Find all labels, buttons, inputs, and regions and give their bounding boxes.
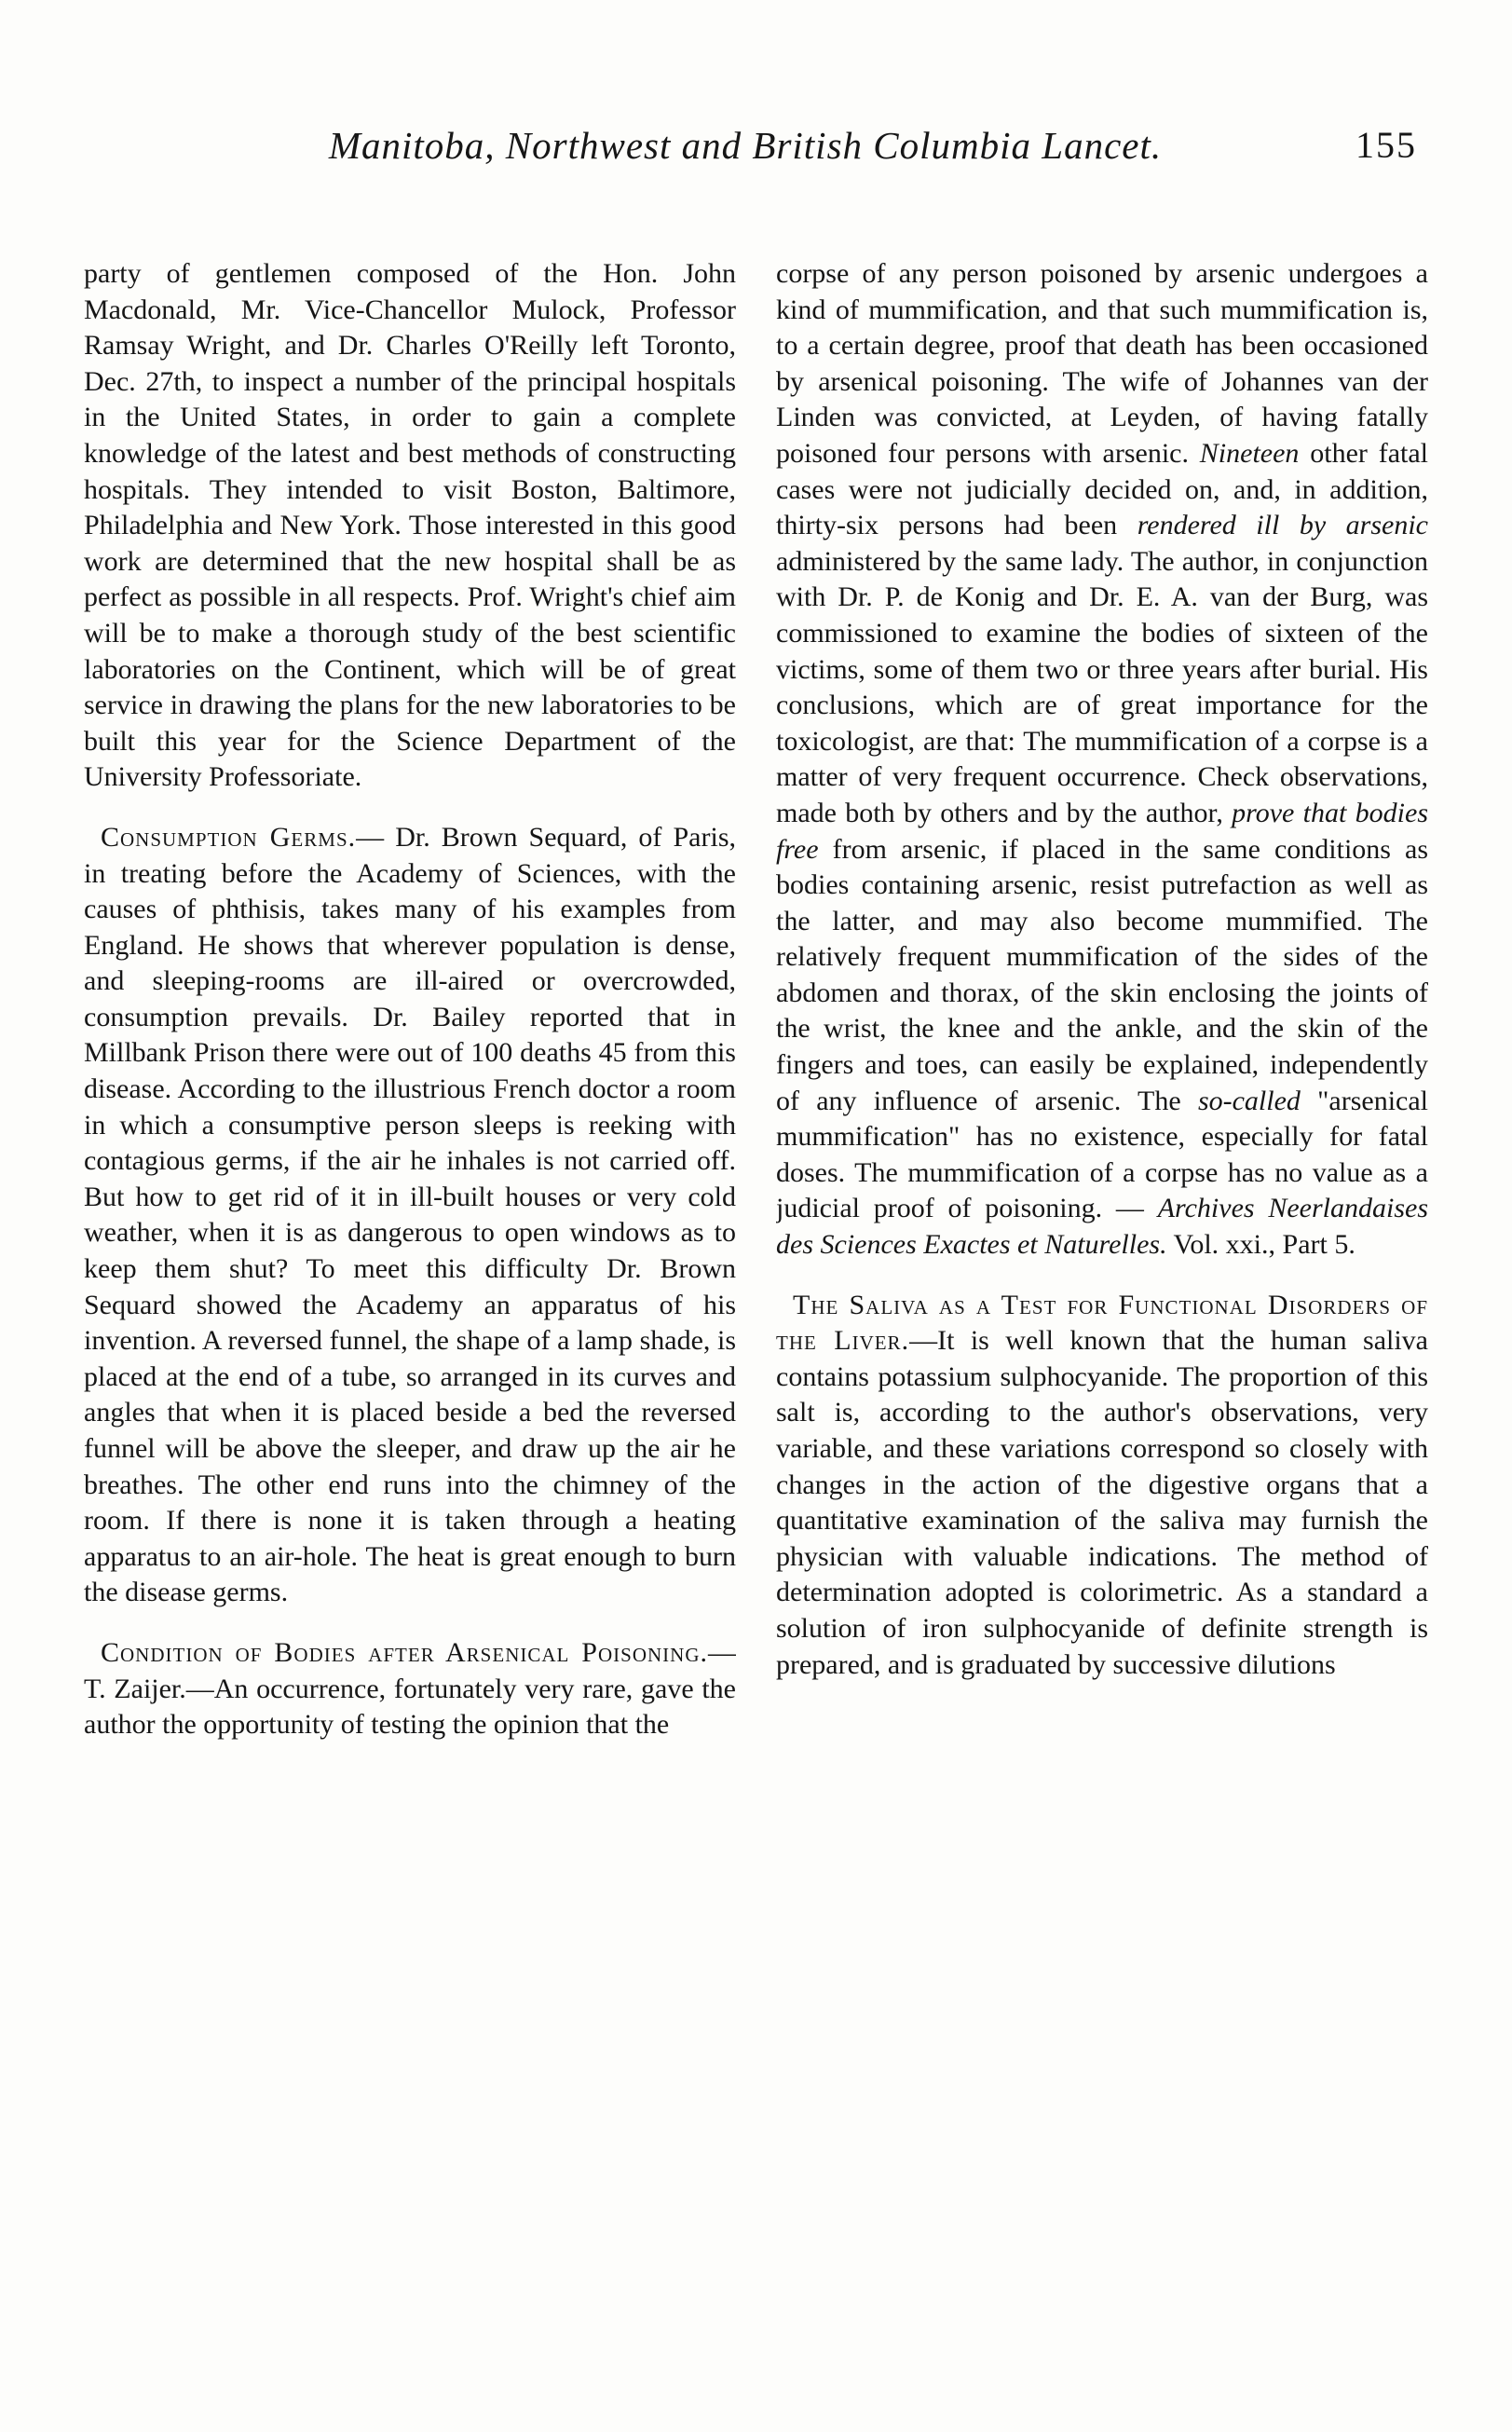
italic-run: prove that bodies free [776, 797, 1428, 865]
text-run: corpse of any person poisoned by arsenic undergoes a kind of mummification, and that such mummification is, to a certain degree, proof that death has been occasioned by arsenical poisoning. The wife of Johannes van der Linden was convicted, at Leyden, of having fatally poisoned four persons with arsenic. [776, 258, 1428, 469]
journal-citation: Archives Neerlandaises des Sciences Exactes et Naturelles. [776, 1193, 1428, 1261]
italic-run: Nineteen [1199, 437, 1300, 469]
paragraph-body: —T. Zaijer.—An occurrence, fortunately very rare, gave the author the opportunity of testing the opinion that the [84, 1636, 736, 1741]
paragraph-arsenical-poisoning [84, 1635, 736, 1743]
running-header [0, 123, 1512, 179]
italic-run: so-called [1197, 1085, 1301, 1116]
paragraph-hospital-tour: party of gentlemen composed of the Hon. John Macdonald, Mr. Vice-Chancellor Mulock, Professor Ramsay Wright, and Dr. Charles O'Reilly left Toronto, Dec. 27th, to inspect a number of the principal hospitals in the United States, in order to gain a complete knowledge of the latest and best methods of constructing hospitals. They intended to visit Boston, Baltimore, Philadelphia and New York. Those interested in this good work are determined that the new hospital shall be as perfect as possible in all respects. Prof. Wright's chief aim will be to make a thorough study of the best scientific laboratories on the Continent, which will be of great service in drawing the plans for the new laboratories to be built this year for the Science Department of the University Professoriate. [84, 258, 736, 793]
paragraph-mummification [776, 256, 1428, 1264]
section-heading-saliva-test: The Saliva as a Test for Functional Disorders of the Liver. [776, 1289, 1428, 1357]
section-heading-consumption-germs: Consumption Germs. [101, 821, 357, 853]
paragraph-body: —It is well known that the human saliva contains potassium sulphocyanide. The proportion of this salt is, according to the author's observations, very variable, and these variations correspond so closely with changes in the action of the digestive organs that a quantitative examination of the saliva may furnish the physician with valuable indications. The method of determination adopted is colorimetric. As a standard a solution of iron sulphocyanide of definite strength is prepared, and is graduated by successive dilutions [776, 1325, 1428, 1680]
text-run: "arsenical mummification" has no existence, especially for fatal doses. The mummification of a corpse has no value as a judicial proof of poisoning. — [776, 1085, 1428, 1224]
running-title: Manitoba, Northwest and British Columbia Lancet. [328, 124, 1163, 167]
paragraph-body: — Dr. Brown Sequard, of Paris, in treating before the Academy of Sciences, with the causes of phthisis, takes many of his examples from England. He shows that wherever population is dense, and sleeping-rooms are ill-aired or overcrowded, consumption prevails. Dr. Bailey reported that in Millbank Prison there were out of 100 deaths 45 from this disease. According to the illustrious French doctor a room in which a consumptive person sleeps is reeking with contagious germs, if the air he inhales is not carried off. But how to get rid of it in ill-built houses or very cold weather, when it is as dangerous to open windows as to keep them shut? To meet this difficulty Dr. Brown Sequard showed the Academy an apparatus of his invention. A reversed funnel, the shape of a lamp shade, is placed at the end of a tube, so arranged in its curves and angles that when it is placed beside a bed the reversed funnel will be above the sleeper, and draw up the air he breathes. The other end runs into the chimney of the room. If there is none it is taken through a heating apparatus to an air-hole. The heat is great enough to burn the disease germs. [84, 821, 736, 1608]
page-number: 155 [1355, 124, 1417, 166]
text-run: other fatal cases were not judicially decided on, and, in addition, thirty-six persons had been [776, 437, 1428, 541]
italic-run: rendered ill by arsenic [1137, 510, 1428, 541]
text-run: from arsenic, if placed in the same conditions as bodies containing arsenic, resist putrefaction as well as the latter, and may also become mummified. The relatively frequent mummification of the sides of the abdomen and thorax, of the skin enclosing the joints of the wrist, the knee and the ankle, and the skin of the fingers and toes, can easily be explained, independently of any influence of arsenic. The [776, 833, 1428, 1116]
left-column [84, 256, 736, 2343]
text-run: Vol. xxi., Part 5. [1173, 1229, 1355, 1261]
paragraph-saliva-test [776, 1288, 1428, 1684]
text-run: administered by the same lady. The author, in conjunction with Dr. P. de Konig and Dr. E. A. van der Burg, was commissioned to examine the bodies of sixteen of the victims, some of them two or three years after burial. His conclusions, which are of great importance for the toxicologist, are that: The mummification of a corpse is a matter of very frequent occurrence. Check observations, made both by others and by the author, [776, 545, 1428, 828]
section-heading-arsenical-poisoning: Condition of Bodies after Arsenical Poisoning. [101, 1636, 708, 1668]
paragraph-consumption-germs [84, 820, 736, 1611]
right-column [776, 256, 1428, 2343]
